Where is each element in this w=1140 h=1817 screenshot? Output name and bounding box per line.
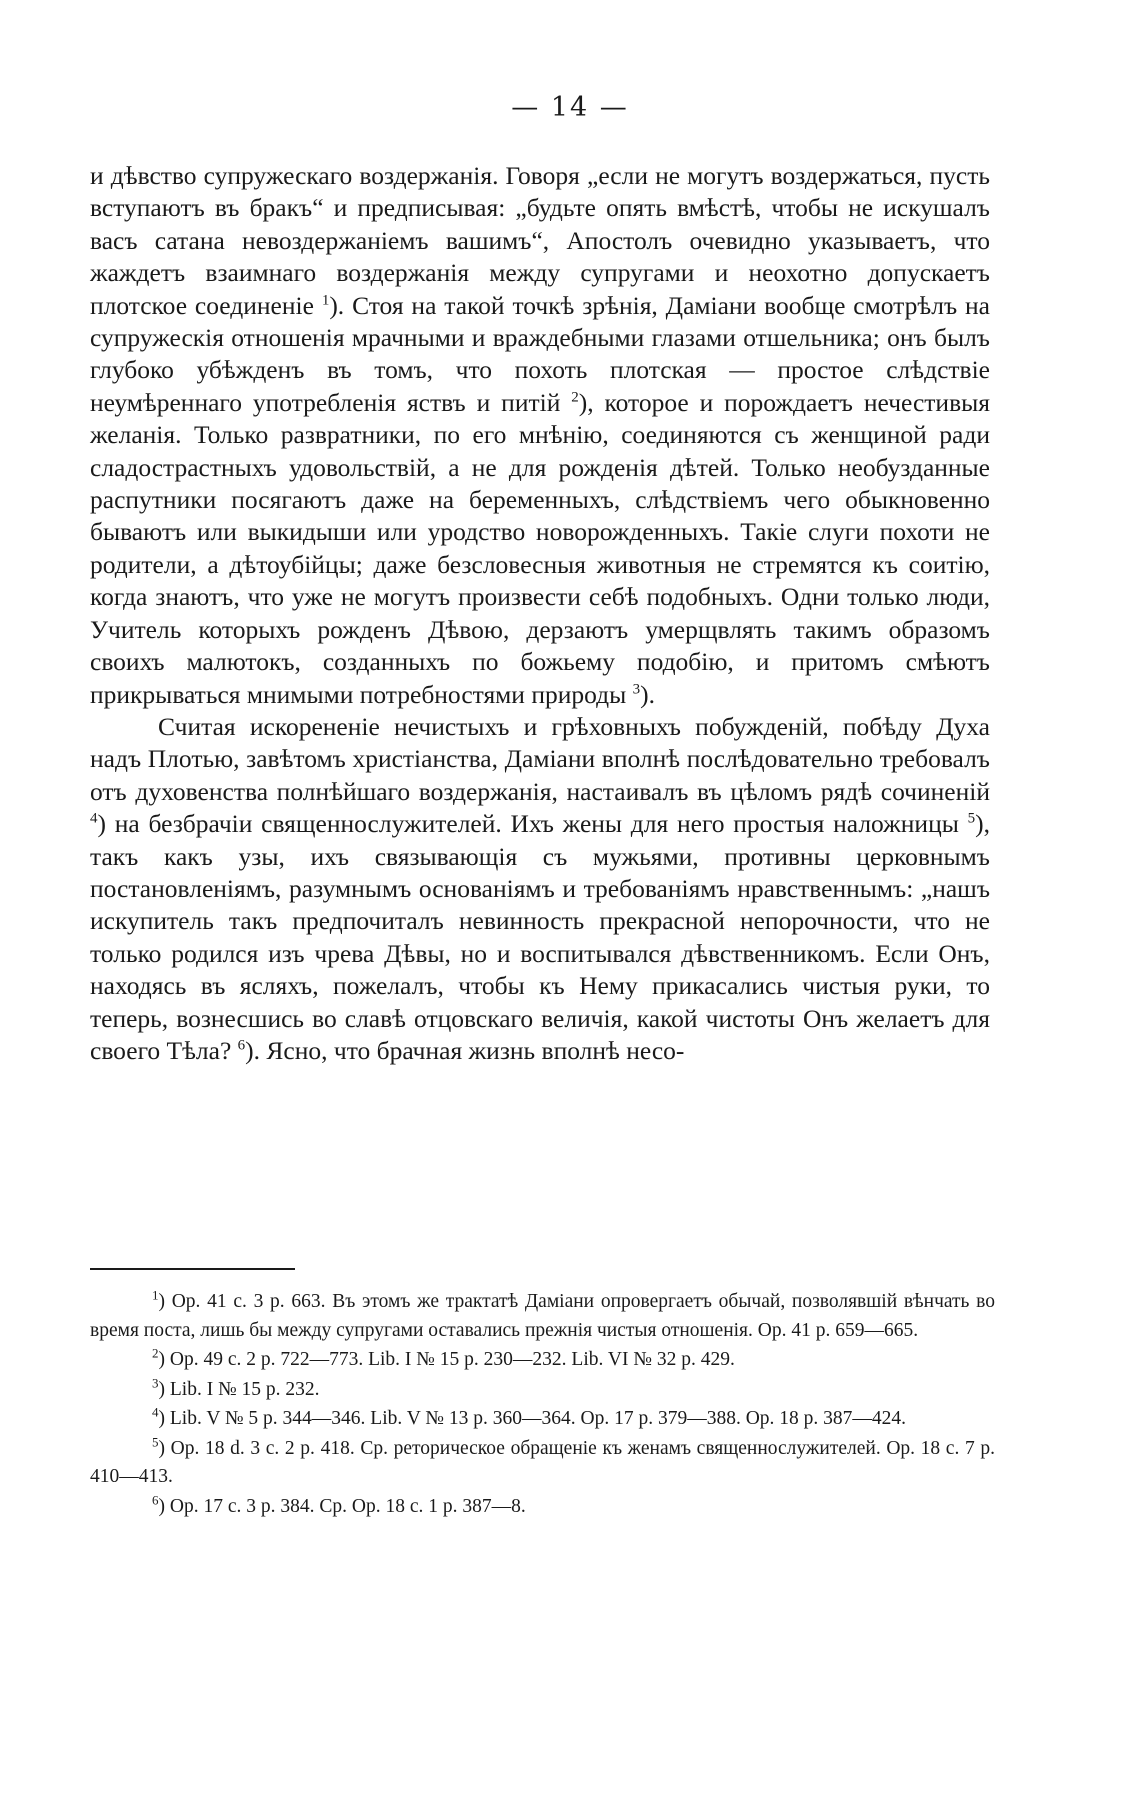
footnote-ref-1: 1 (321, 292, 330, 309)
footnote-ref-5: 5 (967, 810, 976, 827)
footnote-1: $^1$) Op. 41 c. 3 p. 663. Въ этомъ же трактатѣ Даміани опровергаетъ обычай, позволявшій вѣнчать во время поста, лишь бы между супругами оставались прежнія чистыя отношенія. Op. 41 p. 659—665. (90, 1287, 995, 1341)
footnotes (90, 1288, 995, 1522)
footnote-ref-6: 6 (237, 1037, 246, 1054)
footnote-ref-2: 2 (571, 389, 579, 406)
paragraph-2: Считая искорененіе нечистыхъ и грѣховныхъ побужденій, побѣду Духа надъ Плотью, завѣтомъ христіанства, Даміани вполнѣ послѣдовательно требовалъ отъ духовенства полнѣйшаго воздержанія, настаивалъ въ цѣломъ рядѣ сочиненій $^4$) на безбрачіи священнослужителей. Ихъ жены для него простыя наложницы $^5$), такъ какъ узы, ихъ связывающія съ мужьями, противны церковнымъ постановленіямъ, разумнымъ основаніямъ и требованіямъ нравственнымъ: „нашъ искупитель такъ предпочиталъ невинность прекрасной непорочности, что не только родился изъ чрева Дѣвы, но и воспитывался дѣвственникомъ. Если Онъ, находясь въ ясляхъ, пожелалъ, чтобы къ Нему прикасались чистыя руки, то теперь, вознесшись во славѣ отцовскаго величія, какой чистоты Онъ желаетъ для своего Тѣла? $^6$). Ясно, что брачная жизнь вполнѣ несо- (90, 711, 990, 1065)
footnote-3: $^3$) Lib. I № 15 p. 232. (152, 1375, 320, 1400)
footnote-ref-4: 4 (90, 810, 98, 827)
footnote-6: $^6$) Op. 17 c. 3 p. 384. Ср. Op. 18 c. 1 p. 387—8. (152, 1492, 526, 1517)
footnote-ref-3: 3 (632, 681, 641, 697)
footnote-5: $^5$) Op. 18 d. 3 c. 2 p. 418. Ср. реторическое обращеніе къ женамъ священнослужителей. Op. 18 c. 7 p. 410—413. (90, 1434, 995, 1487)
footnote-4: $^4$) Lib. V № 5 p. 344—346. Lib. V № 13 p. 360—364. Op. 17 p. 379—388. Op. 18 p. 387—424. (152, 1404, 907, 1429)
main-text (90, 160, 990, 1067)
page-number: — 14 — (511, 92, 629, 123)
footnote-divider (90, 1268, 295, 1270)
footnote-2: $^2$) Op. 49 c. 2 p. 722—773. Lib. I № 15 p. 230—232. Lib. VI № 32 p. 429. (152, 1345, 735, 1370)
paragraph-1: и дѣвство супружескаго воздержанія. Говоря „если не могутъ воздержаться, пусть вступаютъ въ бракъ“ и предписывая: „будьте опять вмѣстѣ, чтобы не искушалъ васъ сатана невоздержаніемъ вашимъ“, Апостолъ очевидно указываетъ, что жаждетъ взаимнаго воздержанія между супругами и неохотно допускаетъ плотское соединеніе $^1$). Стоя на такой точкѣ зрѣнія, Даміани вообще смотрѣлъ на супружескія отношенія мрачными и враждебными глазами отшельника; онъ былъ глубоко убѣжденъ въ томъ, что похоть плотская — простое слѣдствіе неумѣреннаго употребленія яствъ и питій $^2$), которое и порождаетъ нечестивыя желанія. Только развратники, по его мнѣнію, соединяются съ женщиной ради сладострастныхъ удовольствій, а не для рожденія дѣтей. Только необузданные распутники посягаютъ даже на беременныхъ, слѣдствіемъ чего обыкновенно бываютъ или выкидыши или уродство новорожденныхъ. Такіе слуги похоти не родители, а дѣтоубійцы; даже безсловесныя животныя не стремятся къ соитію, когда знаютъ, что уже не могутъ произвести себѣ подобныхъ. Одни только люди, Учитель которыхъ рожденъ Дѣвою, дерзаютъ умерщвлять такимъ образомъ своихъ малютокъ, созданныхъ по божьему подобію, и притомъ смѣютъ прикрываться мнимыми потребностями природы $^3$). (90, 161, 990, 709)
